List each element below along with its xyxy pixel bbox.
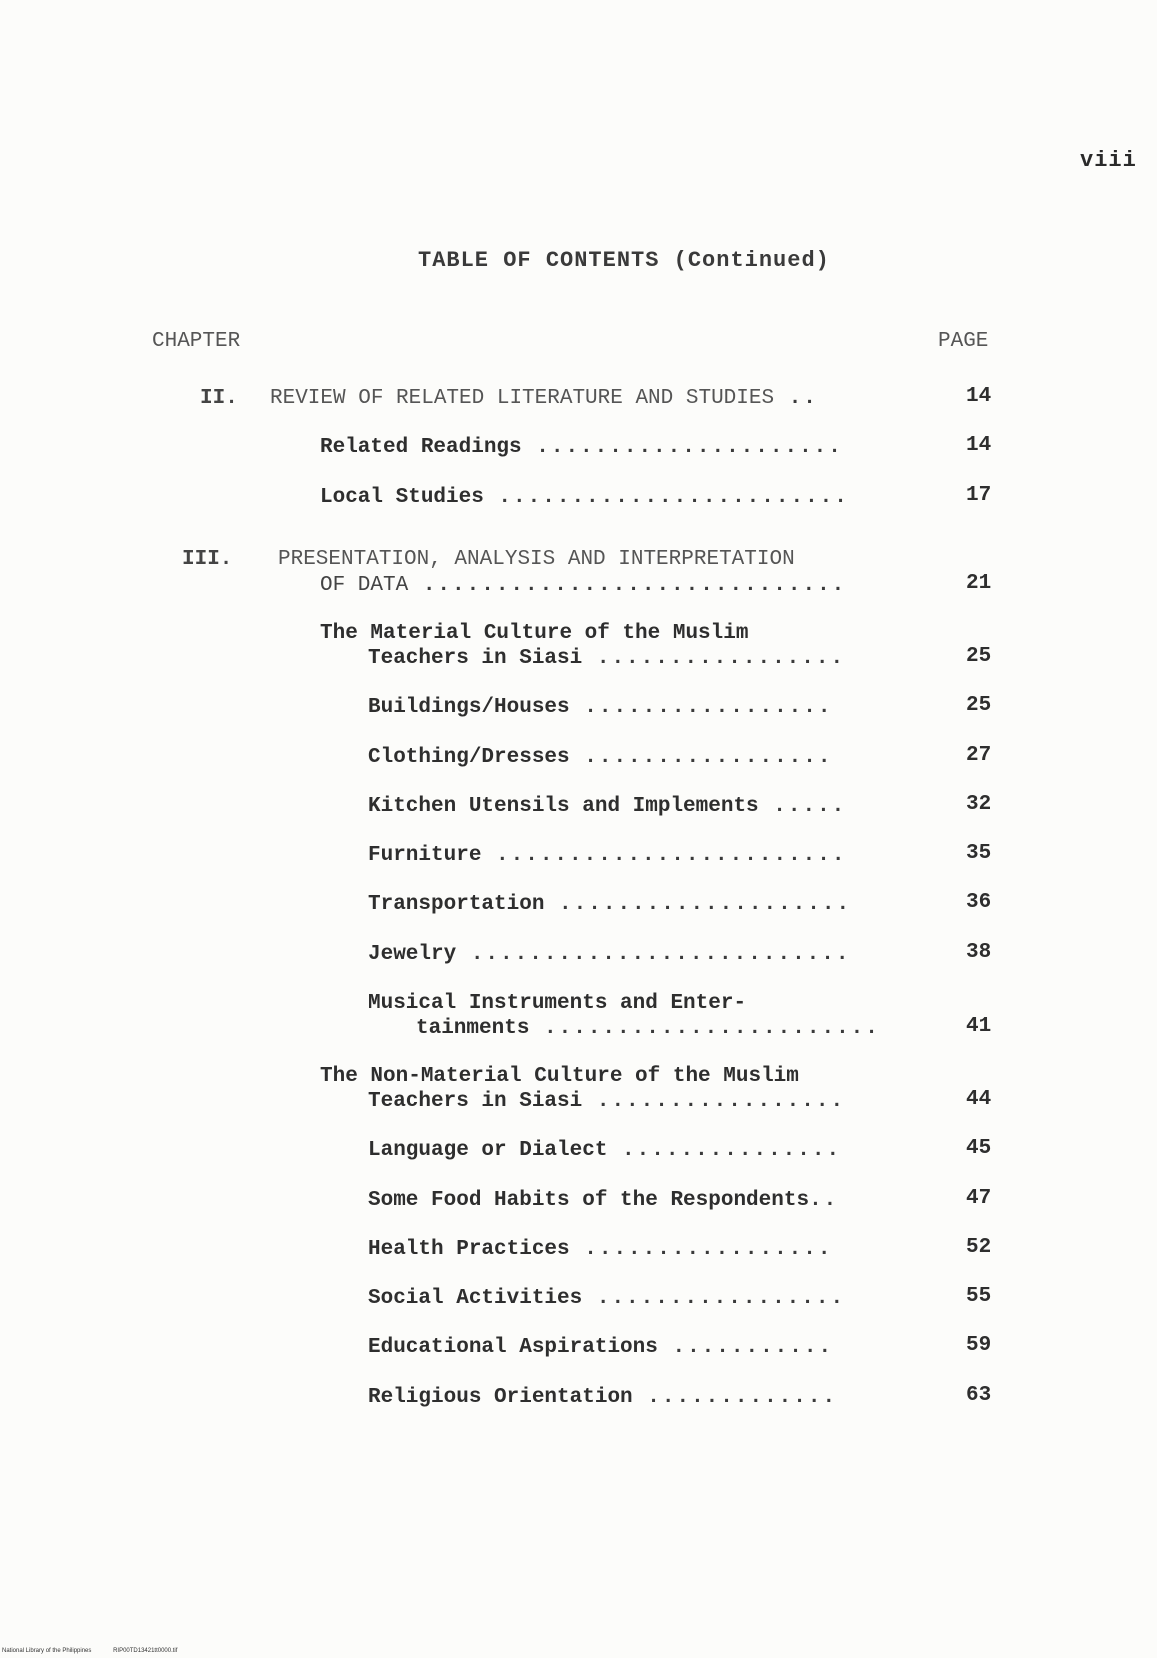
entry-page-number: 25 [966, 645, 992, 668]
file-id: RIP00TD13421tt0000.tif [113, 1648, 178, 1654]
entry-title: Teachers in Siasi [368, 1090, 583, 1113]
toc-entry [368, 941, 850, 968]
entry-page-number: 14 [966, 434, 992, 457]
toc-entry [368, 793, 846, 820]
dot-leader: .......................... [456, 943, 851, 966]
dot-leader: ................. [582, 647, 846, 670]
entry-page-number: 35 [966, 842, 992, 865]
entry-page-number: 27 [966, 744, 992, 767]
chapter-numeral: II. [200, 387, 238, 410]
toc-entry [368, 744, 832, 771]
dot-leader: ............... [607, 1139, 842, 1162]
entry-title: Some Food Habits of the Respondents [368, 1189, 810, 1212]
toc-entry [368, 1137, 841, 1164]
toc-entry [368, 1384, 837, 1411]
entry-title: Teachers in Siasi [368, 647, 583, 670]
toc-entry [368, 842, 846, 869]
entry-title: Language or Dialect [368, 1139, 608, 1162]
entry-title: Furniture [368, 844, 482, 867]
toc-entry [368, 1334, 833, 1361]
dot-leader: ................. [569, 746, 833, 769]
entry-page-number: 32 [966, 793, 992, 816]
chapter-numeral: III. [182, 548, 233, 571]
dot-leader: ....................... [529, 1017, 880, 1040]
toc-entry [368, 694, 832, 721]
entry-title: Local Studies [320, 486, 484, 509]
page-column-header: PAGE [938, 330, 989, 353]
dot-leader: ............................. [408, 574, 847, 597]
entry-page-number: 21 [966, 572, 992, 595]
toc-entry [368, 891, 851, 918]
entry-page-number: 14 [966, 385, 992, 408]
page-number: viii [1080, 148, 1137, 173]
entry-title-line1: The Non-Material Culture of the Muslim [320, 1065, 799, 1088]
entry-title: tainments [416, 1017, 530, 1040]
dot-leader: .................... [544, 893, 852, 916]
dot-leader: ............. [632, 1386, 838, 1409]
dot-leader: ........................ [481, 844, 847, 867]
toc-entry [320, 434, 843, 461]
entry-page-number: 63 [966, 1384, 992, 1407]
dot-leader: ................. [582, 1090, 846, 1113]
toc-entry [320, 484, 849, 511]
entry-title: Jewelry [368, 943, 457, 966]
entry-title: REVIEW OF RELATED LITERATURE AND STUDIES [270, 387, 775, 410]
entry-page-number: 36 [966, 891, 992, 914]
library-credit: National Library of the Philippines [2, 1648, 92, 1654]
dot-leader: .. [774, 387, 818, 410]
entry-page-number: 38 [966, 941, 992, 964]
entry-title: Health Practices [368, 1238, 570, 1261]
entry-title: Educational Aspirations [368, 1336, 658, 1359]
entry-page-number: 44 [966, 1088, 992, 1111]
toc-entry-chapter-2 [200, 385, 818, 412]
entry-title: Clothing/Dresses [368, 746, 570, 769]
entry-page-number: 41 [966, 1015, 992, 1038]
toc-entry [320, 620, 748, 647]
entry-page-number: 17 [966, 484, 992, 507]
entry-page-number: 59 [966, 1334, 992, 1357]
toc-entry [368, 1285, 845, 1312]
dot-leader: ................. [569, 696, 833, 719]
toc-entry-cont [368, 1088, 845, 1115]
toc-entry [320, 1063, 799, 1090]
toc-entry-cont [416, 1015, 880, 1042]
entry-title-line1: Musical Instruments and Enter- [368, 992, 747, 1015]
dot-leader: .. [809, 1189, 839, 1212]
entry-title: Transportation [368, 893, 545, 916]
dot-leader: ................. [569, 1238, 833, 1261]
entry-page-number: 25 [966, 694, 992, 717]
entry-title: OF DATA [320, 574, 409, 597]
entry-title: Related Readings [320, 436, 522, 459]
toc-entry-chapter-3 [182, 546, 795, 573]
entry-page-number: 47 [966, 1187, 992, 1210]
entry-page-number: 45 [966, 1137, 992, 1160]
dot-leader: ........... [657, 1336, 834, 1359]
scan-footer [2, 1648, 197, 1654]
entry-title: Social Activities [368, 1287, 583, 1310]
dot-leader: ..... [758, 795, 847, 818]
toc-entry-cont [368, 645, 845, 672]
entry-title: Buildings/Houses [368, 696, 570, 719]
entry-title: Kitchen Utensils and Implements [368, 795, 759, 818]
dot-leader: ..................... [521, 436, 843, 459]
entry-page-number: 52 [966, 1236, 992, 1259]
entry-page-number: 55 [966, 1285, 992, 1308]
dot-leader: ........................ [483, 486, 849, 509]
toc-entry [368, 1187, 838, 1214]
toc-entry [368, 1236, 832, 1263]
entry-title-line1: The Material Culture of the Muslim [320, 622, 749, 645]
chapter-column-header: CHAPTER [152, 330, 241, 353]
toc-entry [368, 990, 746, 1017]
dot-leader: ................. [582, 1287, 846, 1310]
toc-entry-chapter-3-cont [320, 572, 846, 599]
entry-title-line1: PRESENTATION, ANALYSIS AND INTERPRETATION [278, 548, 795, 571]
page-title: TABLE OF CONTENTS (Continued) [418, 248, 830, 273]
entry-title: Religious Orientation [368, 1386, 633, 1409]
